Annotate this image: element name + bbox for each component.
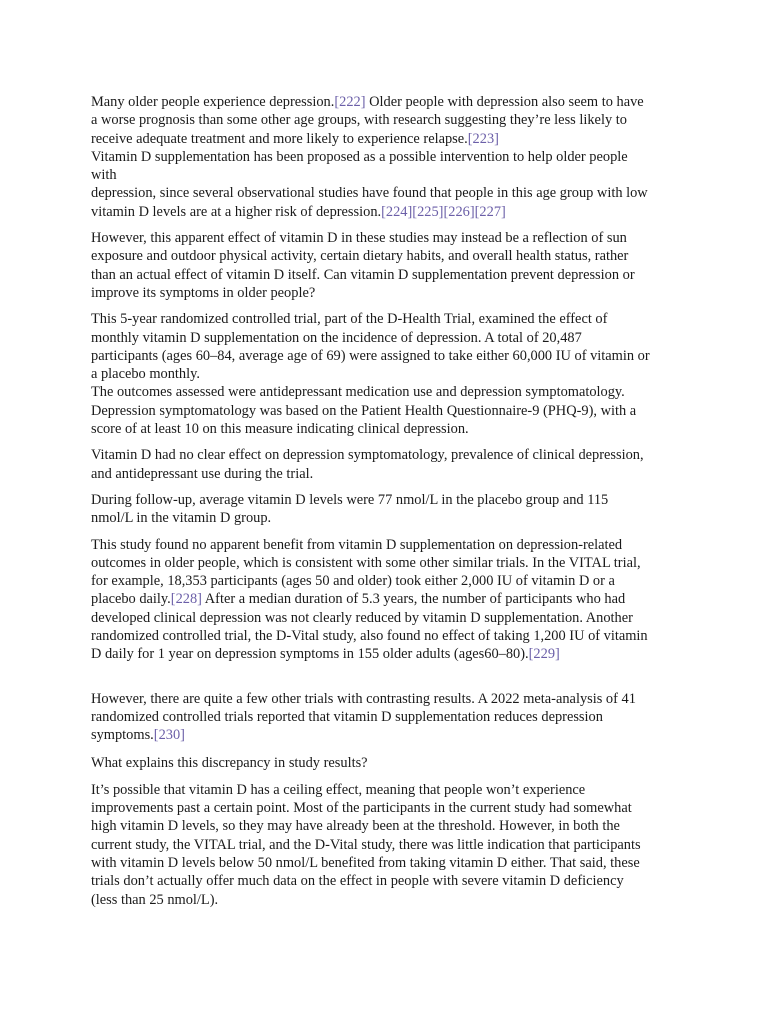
text-segment: Depression symptomatology was based on the Patient Health Questionnaire-9 (PHQ-9), with a bbox=[91, 402, 637, 419]
text-segment: receive adequate treatment and more likely to experience relapse. bbox=[91, 130, 468, 147]
text-segment: Vitamin D had no clear effect on depression symptomatology, prevalence of clinical depression, bbox=[91, 447, 644, 464]
text-segment: for example, 18,353 participants (ages 50 and older) took either 2,000 IU of vitamin D or a bbox=[91, 573, 615, 590]
text-line bbox=[91, 817, 681, 835]
text-segment: with bbox=[91, 167, 117, 184]
text-line bbox=[91, 266, 681, 284]
text-segment: After a median duration of 5.3 years, the number of participants who had bbox=[201, 591, 626, 608]
text-segment: symptoms. bbox=[91, 727, 154, 744]
paragraph-question bbox=[91, 754, 681, 772]
text-segment: Many older people experience depression. bbox=[91, 94, 335, 110]
text-segment: During follow-up, average vitamin D levels were 77 nmol/L in the placebo group and 115 bbox=[91, 491, 609, 508]
paragraph-ceiling-effect bbox=[91, 781, 681, 909]
citation-link[interactable]: [229] bbox=[528, 646, 560, 663]
text-line bbox=[91, 872, 681, 890]
paragraph-vitamin-levels bbox=[91, 491, 681, 528]
paragraph-confounders bbox=[91, 229, 681, 302]
text-line bbox=[91, 420, 681, 438]
text-segment: Vitamin D supplementation has been proposed as a possible intervention to help older people bbox=[91, 148, 628, 165]
citation-link[interactable]: [230] bbox=[153, 727, 185, 744]
text-line bbox=[91, 836, 681, 854]
text-segment: current study, the VITAL trial, and the D-Vital study, there was little indication that participants bbox=[91, 836, 641, 853]
text-line bbox=[91, 130, 681, 148]
text-line bbox=[91, 229, 681, 247]
text-segment: (less than 25 nmol/L). bbox=[91, 891, 219, 908]
paragraph-other-trials bbox=[91, 536, 681, 664]
text-segment: score of at least 10 on this measure indicating clinical depression. bbox=[91, 421, 469, 438]
citation-link[interactable]: [228] bbox=[170, 591, 202, 608]
text-segment: a worse prognosis than some other age groups, with research suggesting they’re less likely to bbox=[91, 112, 627, 129]
text-line bbox=[91, 166, 681, 184]
text-line bbox=[91, 554, 681, 572]
text-line bbox=[91, 590, 681, 608]
text-line bbox=[91, 402, 681, 420]
text-segment: with vitamin D levels below 50 nmol/L benefited from taking vitamin D either. That said, these bbox=[91, 854, 640, 871]
text-line bbox=[91, 572, 681, 590]
text-line bbox=[91, 347, 681, 365]
text-segment: randomized controlled trials reported that vitamin D supplementation reduces depression bbox=[91, 708, 603, 725]
text-line bbox=[91, 645, 681, 663]
text-segment: trials don’t actually offer much data on the effect in people with severe vitamin D deficiency bbox=[91, 873, 624, 890]
text-segment: It’s possible that vitamin D has a ceiling effect, meaning that people won’t experience bbox=[91, 781, 586, 798]
text-line bbox=[91, 854, 681, 872]
text-segment: vitamin D levels are at a higher risk of depression. bbox=[91, 203, 382, 220]
text-line bbox=[91, 446, 681, 464]
text-line bbox=[91, 536, 681, 554]
text-segment: exposure and outdoor physical activity, certain dietary habits, and overall health status, rather bbox=[91, 248, 629, 265]
text-segment: placebo daily. bbox=[91, 591, 171, 608]
text-line bbox=[91, 465, 681, 483]
text-segment: a placebo monthly. bbox=[91, 366, 200, 383]
text-line bbox=[91, 609, 681, 627]
text-segment: What explains this discrepancy in study results? bbox=[91, 754, 368, 771]
text-line bbox=[91, 799, 681, 817]
text-line bbox=[91, 754, 681, 772]
text-line bbox=[91, 491, 681, 509]
text-segment: The outcomes assessed were antidepressant medication use and depression symptomatology. bbox=[91, 384, 625, 401]
document-body bbox=[91, 93, 681, 909]
text-segment: improve its symptoms in older people? bbox=[91, 284, 316, 301]
text-line bbox=[91, 708, 681, 726]
text-segment: monthly vitamin D supplementation on the incidence of depression. A total of 20,487 bbox=[91, 329, 582, 346]
text-segment: than an actual effect of vitamin D itself. Can vitamin D supplementation prevent depression or bbox=[91, 266, 635, 283]
paragraph-meta-analysis bbox=[91, 690, 681, 745]
text-segment: and antidepressant use during the trial. bbox=[91, 465, 314, 482]
citation-link[interactable]: [222] bbox=[334, 94, 366, 110]
text-segment: However, there are quite a few other trials with contrasting results. A 2022 meta-analysis of 41 bbox=[91, 690, 636, 707]
text-line bbox=[91, 310, 681, 328]
text-line bbox=[91, 690, 681, 708]
paragraph-trial-result bbox=[91, 446, 681, 483]
text-line bbox=[91, 203, 681, 221]
citation-link[interactable]: [226] bbox=[443, 203, 475, 220]
text-line bbox=[91, 184, 681, 202]
text-line bbox=[91, 284, 681, 302]
text-segment: However, this apparent effect of vitamin D in these studies may instead be a reflection of sun bbox=[91, 230, 627, 247]
text-line bbox=[91, 509, 681, 527]
text-line bbox=[91, 891, 681, 909]
text-segment: developed clinical depression was not clearly reduced by vitamin D supplementation. Another bbox=[91, 609, 633, 626]
paragraph-intro bbox=[91, 93, 681, 221]
text-segment: This 5-year randomized controlled trial, part of the D-Health Trial, examined the effect of bbox=[91, 311, 608, 328]
text-line bbox=[91, 329, 681, 347]
text-segment: D daily for 1 year on depression symptoms in 155 older adults (ages60–80). bbox=[91, 646, 529, 663]
citation-link[interactable]: [224] bbox=[381, 203, 413, 220]
citation-link[interactable]: [227] bbox=[474, 203, 506, 220]
text-segment: Older people with depression also seem to have bbox=[365, 94, 644, 110]
text-line bbox=[91, 148, 681, 166]
text-segment: improvements past a certain point. Most of the participants in the current study had somewhat bbox=[91, 800, 632, 817]
text-line bbox=[91, 627, 681, 645]
text-line bbox=[91, 383, 681, 401]
text-segment: nmol/L in the vitamin D group. bbox=[91, 510, 272, 527]
text-segment: This study found no apparent benefit from vitamin D supplementation on depression-related bbox=[91, 536, 623, 553]
text-line bbox=[91, 93, 681, 111]
text-line bbox=[91, 247, 681, 265]
text-segment: participants (ages 60–84, average age of 69) were assigned to take either 60,000 IU of vitamin or bbox=[91, 347, 650, 364]
paragraph-trial-design bbox=[91, 310, 681, 438]
text-line bbox=[91, 365, 681, 383]
citation-link[interactable]: [225] bbox=[412, 203, 444, 220]
text-segment: depression, since several observational studies have found that people in this age group with low bbox=[91, 185, 648, 202]
text-segment: randomized controlled trial, the D-Vital study, also found no effect of taking 1,200 IU of vitamin bbox=[91, 628, 648, 645]
text-line bbox=[91, 726, 681, 744]
text-segment: outcomes in older people, which is consistent with some other similar trials. In the VITAL trial, bbox=[91, 554, 641, 571]
text-segment: high vitamin D levels, so they may have already been at the threshold. However, in both the bbox=[91, 818, 620, 835]
citation-link[interactable]: [223] bbox=[467, 130, 499, 147]
text-line bbox=[91, 781, 681, 799]
text-line bbox=[91, 111, 681, 129]
